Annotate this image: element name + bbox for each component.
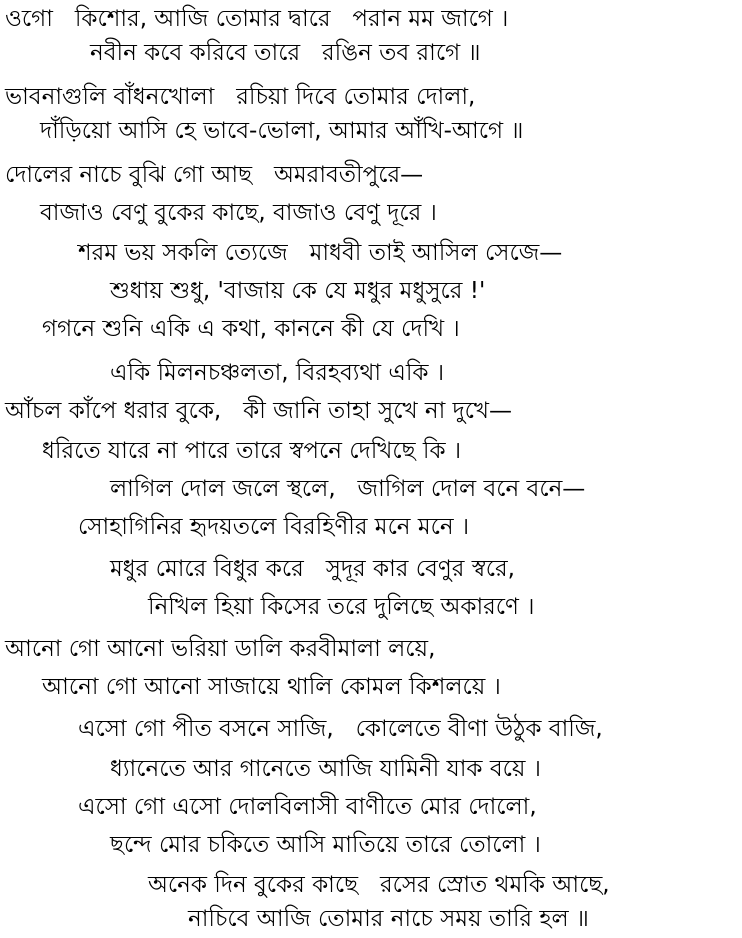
poem-line: এসো গো এসো দোলবিলাসী বাণীতে মোর দোলো, [78, 794, 537, 820]
poem-line: গগনে শুনি একি এ কথা, কাননে কী যে দেখি । [42, 316, 460, 342]
poem-line: সোহাগিনির হৃদয়তলে বিরহিণীর মনে মনে । [78, 514, 470, 540]
poem-line: ওগো কিশোর, আজি তোমার দ্বারে পরান মম জাগে । [5, 6, 509, 32]
poem-line: মধুর মোরে বিধুর করে সুদূর কার বেণুর স্বরে, [110, 556, 515, 582]
poem-line: অনেক দিন বুকের কাছে রসের স্রোত থমকি আছে, [148, 872, 610, 898]
poem-line: শুধায় শুধু, 'বাজায় কে যে মধুর মধুসুরে !' [110, 278, 486, 304]
poem-line: ছন্দে মোর চকিতে আসি মাতিয়ে তারে তোলো । [110, 832, 541, 858]
poem-line: লাগিল দোল জলে স্থলে, জাগিল দোল বনে বনে— [110, 476, 586, 502]
poem-line: নবীন কবে করিবে তারে রঙিন তব রাগে ॥ [90, 40, 481, 66]
poem-line: দোলের নাচে বুঝি গো আছ অমরাবতীপুরে— [5, 162, 424, 188]
poem-line: একি মিলনচঞ্চলতা, বিরহব্যথা একি । [110, 360, 445, 386]
poem-line: আঁচল কাঁপে ধরার বুকে, কী জানি তাহা সুখে না দুখে— [5, 398, 512, 424]
poem-line: এসো গো পীত বসনে সাজি, কোলেতে বীণা উঠুক বাজি, [78, 716, 603, 742]
poem-line: নিখিল হিয়া কিসের তরে দুলিছে অকারণে । [148, 594, 535, 620]
poem-line: দাঁড়িয়ো আসি হে ভাবে-ভোলা, আমার আঁখি-আগে ॥ [40, 118, 524, 144]
poem-line: শরম ভয় সকলি ত্যেজে মাধবী তাই আসিল সেজে— [78, 240, 563, 266]
poem-line: নাচিবে আজি তোমার নাচে সময় তারি হল ॥ [188, 906, 589, 932]
poem-line: আনো গো আনো ভরিয়া ডালি করবীমালা লয়ে, [5, 636, 436, 662]
poem-line: ভাবনাগুলি বাঁধনখোলা রচিয়া দিবে তোমার দোলা, [5, 84, 476, 110]
poem-line: ধরিতে যারে না পারে তারে স্বপনে দেখিছে কি । [42, 438, 462, 464]
poem-line: আনো গো আনো সাজায়ে থালি কোমল কিশলয়ে । [42, 674, 501, 700]
poem-line: ধ্যানেতে আর গানেতে আজি যামিনী যাক বয়ে । [110, 756, 541, 782]
poem-line: বাজাও বেণু বুকের কাছে, বাজাও বেণু দূরে । [40, 200, 437, 226]
